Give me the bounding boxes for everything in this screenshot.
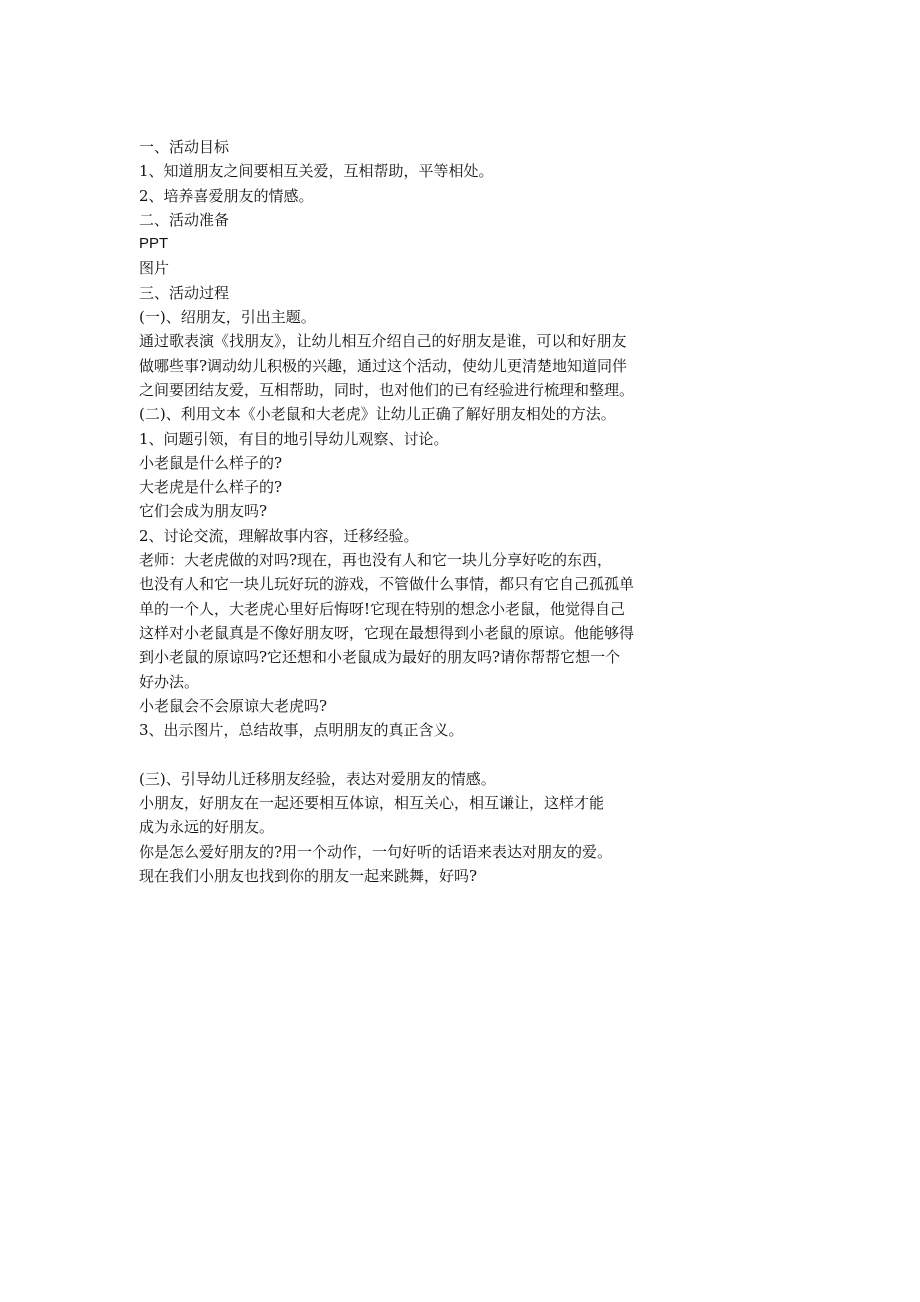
section-heading-preparation: 二、活动准备	[139, 210, 230, 229]
blank-line	[139, 742, 699, 766]
paragraph-line: 1、问题引领，有目的地引导幼儿观察、讨论。	[139, 429, 449, 448]
paragraph-line: 之间要团结友爱，互相帮助，同时，也对他们的已有经验进行梳理和整理。	[139, 380, 635, 399]
process-step-heading: (一)、绍朋友，引出主题。	[139, 308, 316, 327]
section-heading-goals: 一、活动目标	[139, 138, 230, 156]
process-step-heading: (二)、利用文本《小老鼠和大老虎》让幼儿正确了解好朋友相处的方法。	[139, 405, 616, 424]
goal-item: 2、培养喜爱朋友的情感。	[139, 186, 314, 205]
question-line: 它们会成为朋友吗?	[139, 502, 268, 521]
paragraph-line: 现在我们小朋友也找到你的朋友一起来跳舞，好吗?	[139, 866, 478, 885]
document-body	[139, 135, 699, 888]
paragraph-line: 单的一个人，大老虎心里好后悔呀!它现在特别的想念小老鼠，他觉得自己	[139, 599, 626, 618]
question-line: 小老鼠会不会原谅大老虎吗?	[139, 696, 328, 715]
paragraph-line: 也没有人和它一块儿玩好玩的游戏，不管做什么事情，都只有它自己孤孤单	[139, 575, 635, 594]
paragraph-line: 2、讨论交流，理解故事内容，迁移经验。	[139, 526, 419, 545]
paragraph-line: 好办法。	[139, 672, 200, 691]
process-step-heading: (三)、引导幼儿迁移朋友经验，表达对爱朋友的情感。	[139, 769, 496, 788]
paragraph-line: 通过歌表演《找朋友》，让幼儿相互介绍自己的好朋友是谁，可以和好朋友	[139, 332, 627, 351]
paragraph-line: 3、出示图片，总结故事，点明朋友的真正含义。	[139, 721, 464, 740]
paragraph-line: 做哪些事?调动幼儿积极的兴趣，通过这个活动，使幼儿更清楚地知道同伴	[139, 356, 628, 375]
preparation-item: 图片	[139, 259, 170, 278]
paragraph-line: 小朋友，好朋友在一起还要相互体谅，相互关心，相互谦让，这样才能	[139, 794, 605, 813]
paragraph-line: 你是怎么爱好朋友的?用一个动作，一句好听的话语来表达对朋友的爱。	[139, 842, 613, 861]
paragraph-line: 这样对小老鼠真是不像好朋友呀，它现在最想得到小老鼠的原谅。他能够得	[139, 623, 635, 642]
goal-item: 1、知道朋友之间要相互关爱，互相帮助，平等相处。	[139, 162, 494, 181]
paragraph-line: 成为永远的好朋友。	[139, 818, 275, 837]
preparation-item: PPT	[139, 235, 169, 253]
section-heading-process: 三、活动过程	[139, 283, 230, 302]
paragraph-line: 到小老鼠的原谅吗?它还想和小老鼠成为最好的朋友吗?请你帮帮它想一个	[139, 648, 621, 667]
question-line: 小老鼠是什么样子的?	[139, 453, 283, 472]
paragraph-line: 老师：大老虎做的对吗?现在，再也没有人和它一块儿分享好吃的东西，	[139, 551, 613, 570]
question-line: 大老虎是什么样子的?	[139, 478, 283, 497]
